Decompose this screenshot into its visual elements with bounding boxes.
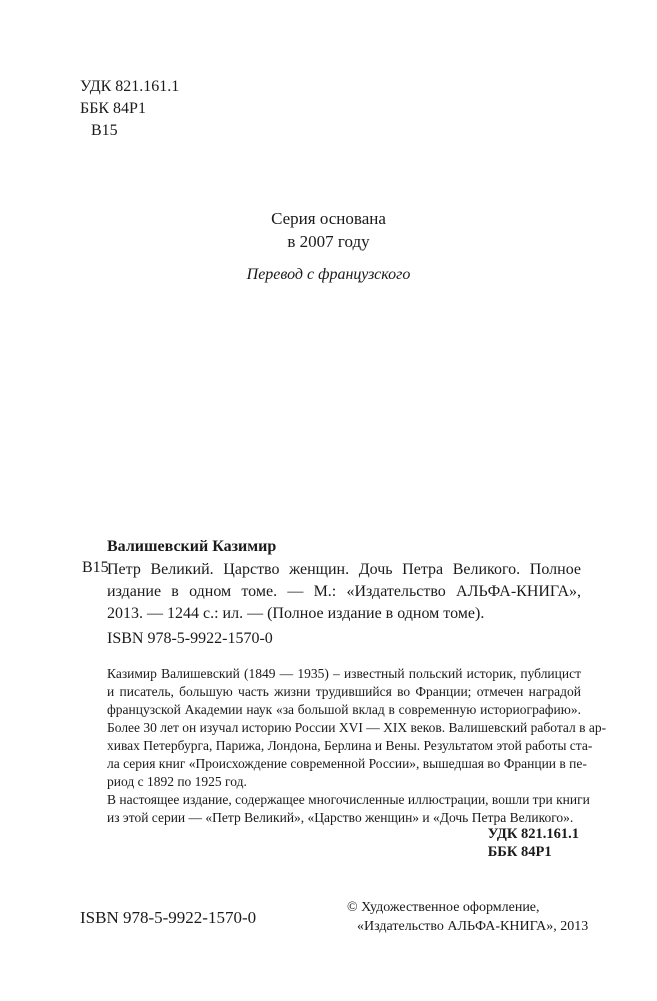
annotation-paragraph-1 — [107, 665, 607, 791]
isbn-bottom: ISBN 978-5-9922-1570-0 — [80, 908, 257, 927]
catalog-author: Валишевский Казимир — [107, 538, 277, 555]
annotation-line: В настоящее издание, содержащее многочисленные иллюстрации, вошли три книги — [107, 792, 590, 807]
series-line-1: Серия основана — [271, 209, 386, 228]
annotation-line: и писатель, большую часть жизни трудившийся во Франции; отмечен наградой — [107, 684, 581, 699]
annotation-line: ла серия книг «Происхождение современной России», вышедшая во Франции в пе- — [107, 756, 587, 771]
annotation — [107, 665, 607, 827]
annotation-paragraph-2 — [107, 791, 590, 827]
biblio-line: издание в одном томе. — М.: «Издательство АЛЬФА-КНИГА», — [107, 583, 581, 600]
copyright-notice — [347, 898, 588, 936]
udk-code: УДК 821.161.1 — [80, 78, 180, 95]
annotation-line: риод с 1892 по 1925 год. — [107, 774, 247, 789]
copyright-line-2: «Издательство АЛЬФА-КНИГА», 2013 — [357, 919, 589, 934]
annotation-line: из этой серии — «Петр Великий», «Царство женщин» и «Дочь Петра Великого». — [107, 810, 574, 825]
annotation-line: хивах Петербурга, Парижа, Лондона, Берлина и Вены. Результатом этой работы ста- — [107, 738, 593, 753]
series-line-2: в 2007 году — [287, 232, 370, 251]
annotation-line: Более 30 лет он изучал историю России XVI — XIX веков. Валишевский работал в ар- — [107, 720, 607, 735]
bbk-code: ББК 84Р1 — [80, 100, 146, 117]
catalog-code: В15 — [82, 559, 109, 576]
series-note — [0, 207, 657, 253]
author-mark-code: В15 — [91, 122, 118, 139]
translation-note: Перевод с французского — [246, 266, 411, 283]
footer-bbk-code: ББК 84Р1 — [487, 844, 552, 860]
biblio-line: 2013. — 1244 с.: ил. — (Полное издание в одном томе). — [107, 605, 485, 622]
annotation-line: французской Академии наук «за большой вклад в современную историографию». — [107, 702, 581, 717]
classification-codes — [80, 76, 179, 142]
bibliographic-description — [107, 559, 581, 625]
biblio-line: Петр Великий. Царство женщин. Дочь Петра Великого. Полное — [107, 561, 581, 578]
catalog-isbn: ISBN 978-5-9922-1570-0 — [107, 630, 273, 647]
footer-udk-code: УДК 821.161.1 — [487, 826, 579, 842]
footer-classification-codes — [488, 825, 579, 861]
copyright-line-1: © Художественное оформление, — [347, 900, 540, 915]
annotation-line: Казимир Валишевский (1849 — 1935) – известный польский историк, публицист — [107, 666, 581, 681]
